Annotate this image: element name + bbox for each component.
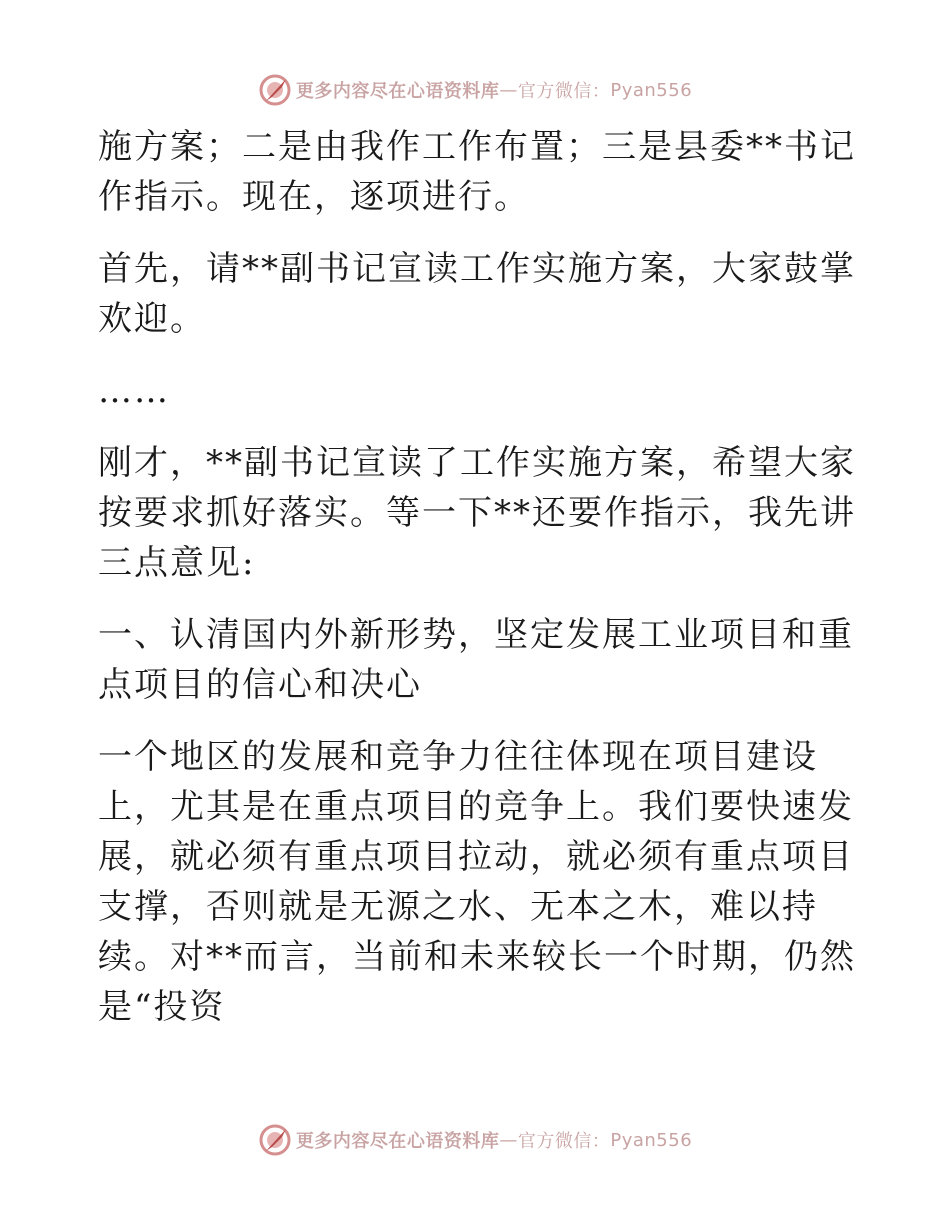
paragraph: …… [98,371,170,411]
quill-logo-icon [258,1123,292,1157]
watermark-separator: — [499,79,518,101]
watermark-banner-bottom [0,1120,950,1160]
quill-logo-icon [258,73,292,107]
watermark-banner-top [0,70,950,110]
watermark-main-text: 更多内容尽在心语资料库 [295,81,500,102]
watermark-separator: — [499,1129,518,1151]
paragraph: 施方案；二是由我作工作布置；三是县委**书记作指示。现在，逐项进行。 [98,127,856,217]
watermark-wechat-id: Pyan556 [610,1129,693,1151]
paragraph: 一个地区的发展和竞争力往往体现在项目建设上，尤其是在重点项目的竞争上。我们要快速发展，就必须有重点项目拉动，就必须有重点项目支撑，否则就是无源之水、无本之木，难以持续。对**而言，当前和未来较长一个时期，仍然是“投资 [98,737,856,1027]
watermark-wechat-id: Pyan556 [610,79,693,101]
watermark-label: 官方微信： [517,1131,611,1152]
section-heading: 一、认清国内外新形势，坚定发展工业项目和重点项目的信心和决心 [98,615,854,705]
watermark-label: 官方微信： [517,81,611,102]
paragraph: 首先，请**副书记宣读工作实施方案，大家鼓掌欢迎。 [98,249,856,339]
document-body [98,122,858,1032]
watermark-main-text: 更多内容尽在心语资料库 [295,1131,500,1152]
paragraph: 刚才，**副书记宣读了工作实施方案，希望大家按要求抓好落实。等一下**还要作指示，我先讲三点意见: [98,443,856,583]
